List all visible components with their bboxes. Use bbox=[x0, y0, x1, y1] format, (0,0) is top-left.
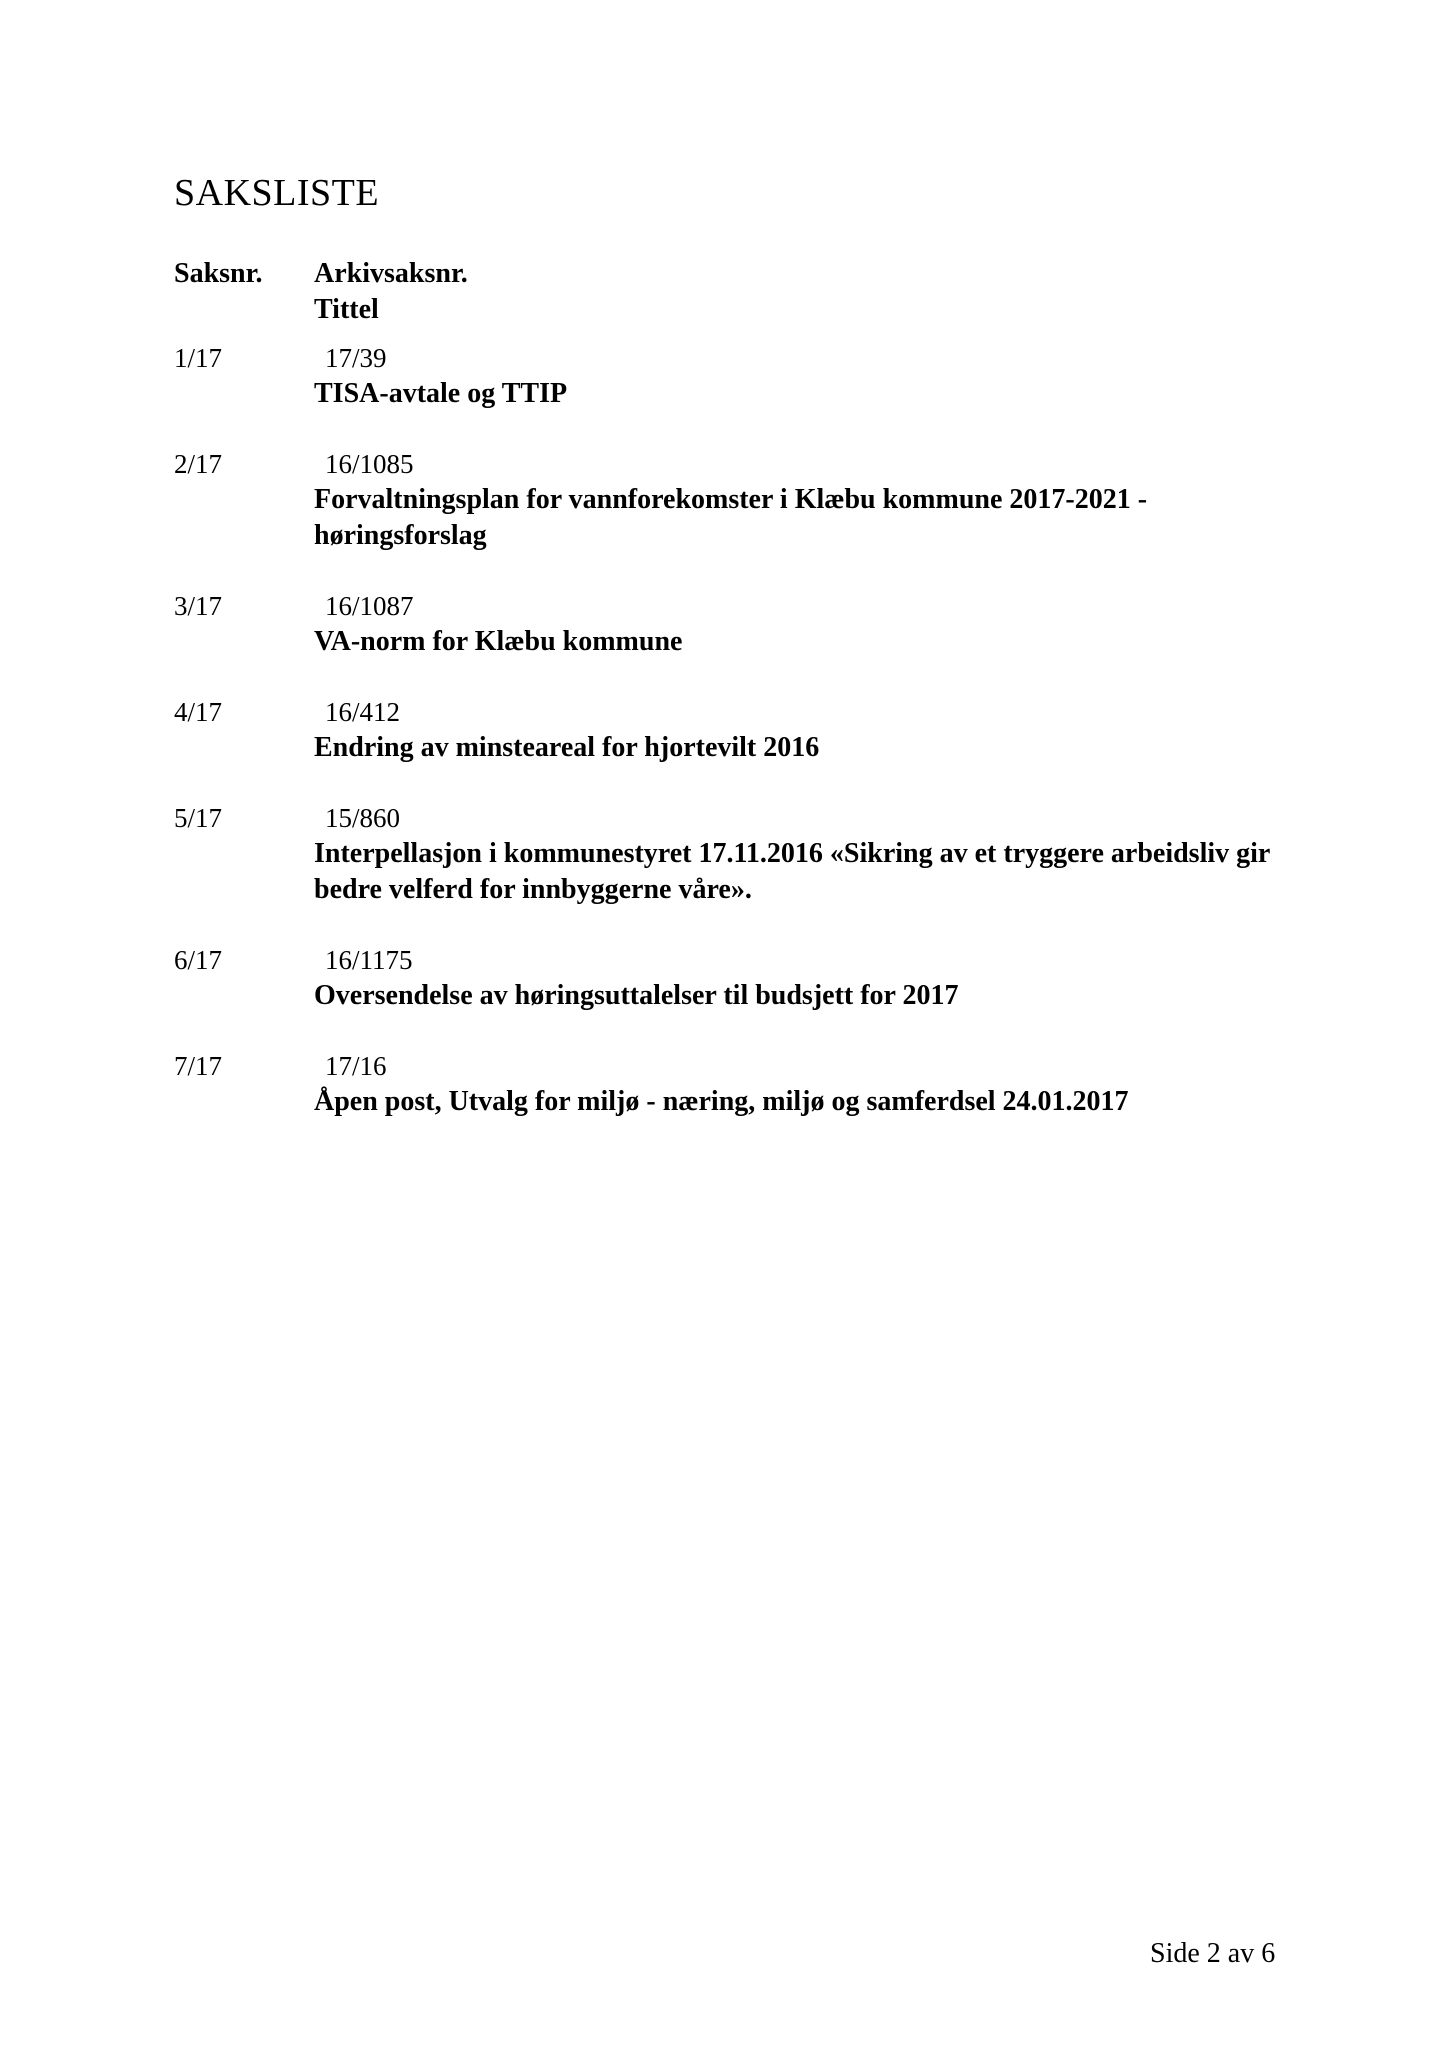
case-tittel: Åpen post, Utvalg for miljø - næring, miljø og samferdsel 24.01.2017 bbox=[314, 1086, 1129, 1117]
case-saksnr: 6/17 bbox=[174, 945, 223, 975]
page-number: Side 2 av 6 bbox=[1150, 1938, 1276, 1969]
case-saksnr: 1/17 bbox=[174, 343, 223, 373]
case-arkivsaksnr: 16/1087 bbox=[325, 591, 414, 621]
header-saksnr: Saksnr. bbox=[174, 258, 263, 289]
case-tittel: VA-norm for Klæbu kommune bbox=[314, 626, 683, 657]
header-arkivsaksnr: Arkivsaksnr. bbox=[314, 258, 468, 289]
case-item bbox=[174, 446, 1304, 554]
case-list bbox=[174, 340, 1304, 1154]
case-arkivsaksnr: 15/860 bbox=[325, 803, 401, 833]
case-saksnr: 2/17 bbox=[174, 449, 223, 479]
case-tittel: Oversendelse av høringsuttalelser til budsjett for 2017 bbox=[314, 980, 959, 1011]
case-arkivsaksnr: 17/16 bbox=[325, 1051, 387, 1081]
case-saksnr: 7/17 bbox=[174, 1051, 223, 1081]
case-item bbox=[174, 694, 1304, 766]
case-tittel: Forvaltningsplan for vannforekomster i Klæbu kommune 2017-2021 - høringsforslag bbox=[314, 484, 1148, 551]
page-title: SAKSLISTE bbox=[174, 172, 380, 214]
case-arkivsaksnr: 16/1085 bbox=[325, 449, 414, 479]
case-saksnr: 3/17 bbox=[174, 591, 223, 621]
case-saksnr: 5/17 bbox=[174, 803, 223, 833]
case-item bbox=[174, 800, 1304, 908]
case-tittel: Interpellasjon i kommunestyret 17.11.2016 «Sikring av et tryggere arbeidsliv gir bedre velferd for innbyggerne våre». bbox=[314, 838, 1270, 905]
case-arkivsaksnr: 16/412 bbox=[325, 697, 401, 727]
case-arkivsaksnr: 16/1175 bbox=[325, 945, 413, 975]
case-item bbox=[174, 942, 1304, 1014]
case-arkivsaksnr: 17/39 bbox=[325, 343, 387, 373]
case-tittel: Endring av minsteareal for hjortevilt 2016 bbox=[314, 732, 820, 763]
case-tittel: TISA-avtale og TTIP bbox=[314, 378, 568, 409]
case-saksnr: 4/17 bbox=[174, 697, 223, 727]
header-tittel: Tittel bbox=[314, 294, 379, 325]
case-item bbox=[174, 1048, 1304, 1120]
case-item bbox=[174, 340, 1304, 412]
case-item bbox=[174, 588, 1304, 660]
